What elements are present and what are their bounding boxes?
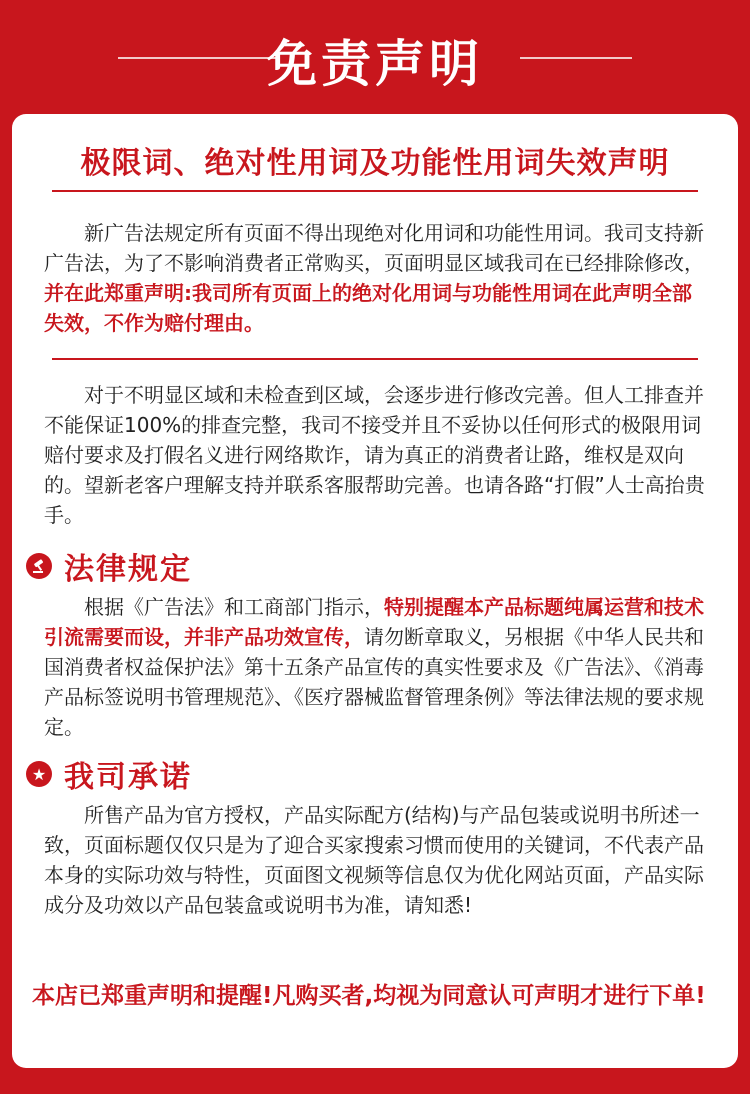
gavel-icon [26,553,52,579]
page-title: 免责声明 [267,35,483,93]
disclaimer-card [12,114,738,1068]
legal-section-title: 法律规定 [64,552,192,587]
legal-paragraph [44,592,708,742]
legal-text-before: 根据《广告法》和工商部门指示， [84,595,384,619]
intro-paragraph [44,218,708,338]
header-line-right [520,57,632,59]
promise-paragraph: 所售产品为官方授权，产品实际配方(结构)与产品包装或说明书所述一致，页面标题仅仅只是为了迎合买家搜索习惯而使用的关键词，不代表产品本身的实际功效与特性，页面图文视频等信息仅为优化网站页面，产品实际成分及功效以产品包装盒或说明书为准，请知悉! [44,803,704,917]
promise-section-title: 我司承诺 [64,760,192,795]
promise-section-header [26,754,192,794]
divider-middle [52,358,698,360]
divider-top [52,190,698,192]
intro-text: 新广告法规定所有页面不得出现绝对化用词和功能性用词。我司支持新广告法，为了不影响消费者正常购买，页面明显区域我司在已经排除修改， [44,221,704,275]
legal-highlight: 特别提醒本产品标题纯属运营和技术引流需要而设，并非产品功效宣传， [44,595,704,649]
star-icon: ★ [26,761,52,787]
final-notice: 本店已郑重声明和提醒!凡购买者,均视为同意认可声明才进行下单! [32,983,706,1009]
legal-text-after: 请勿断章取义，另根据《中华人民共和国消费者权益保护法》第十五条产品宣传的真实性要求及《广告法》、《消毒产品标签说明书管理规范》、《医疗器械监督管理条例》等法律法规的要求规定。 [44,625,704,739]
legal-section-header [26,546,192,586]
card-title: 极限词、绝对性用词及功能性用词失效声明 [80,146,670,181]
intro-highlight: 并在此郑重声明:我司所有页面上的绝对化用词与功能性用词在此声明全部失效，不作为赔付理由。 [44,281,692,335]
check-paragraph: 对于不明显区域和未检查到区域，会逐步进行修改完善。但人工排查并不能保证100%的排查完整，我司不接受并且不妥协以任何形式的极限用词赔付要求及打假名义进行网络欺诈，请为真正的消费者让路，维权是双向的。望新老客户理解支持并联系客服帮助完善。也请各路“打假”人士高抬贵手。 [44,383,705,527]
header [0,0,750,112]
